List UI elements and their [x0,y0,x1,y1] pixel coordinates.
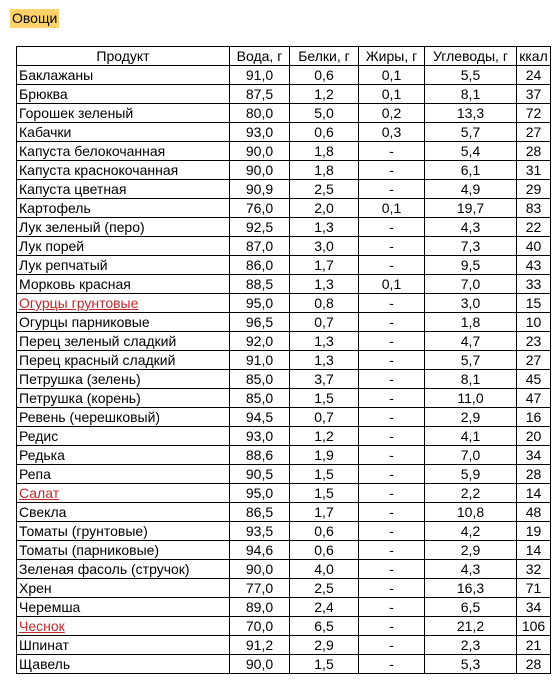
cell-product: Репа [17,465,230,484]
cell-protein: 1,5 [290,465,359,484]
cell-kcal: 28 [517,465,551,484]
cell-carbs: 5,5 [425,66,517,85]
cell-product [17,484,230,503]
cell-fat: - [359,161,425,180]
cell-water: 86,0 [230,256,290,275]
cell-kcal: 72 [517,104,551,123]
column-header-water: Вода, г [230,47,290,66]
cell-water: 88,6 [230,446,290,465]
cell-water: 90,0 [230,560,290,579]
cell-water: 94,5 [230,408,290,427]
cell-carbs: 2,3 [425,636,517,655]
cell-kcal: 71 [517,579,551,598]
cell-protein: 1,8 [290,142,359,161]
cell-carbs: 19,7 [425,199,517,218]
cell-product: Шпинат [17,636,230,655]
cell-carbs: 3,0 [425,294,517,313]
cell-carbs: 7,3 [425,237,517,256]
table-row [17,104,551,123]
product-link[interactable]: Чеснок [19,618,65,634]
cell-kcal: 106 [517,617,551,636]
cell-carbs: 16,3 [425,579,517,598]
cell-protein: 1,3 [290,218,359,237]
cell-carbs: 8,1 [425,370,517,389]
cell-kcal: 48 [517,503,551,522]
cell-protein: 1,8 [290,161,359,180]
cell-fat: - [359,237,425,256]
cell-water: 90,0 [230,142,290,161]
table-row [17,256,551,275]
table-row [17,351,551,370]
cell-water: 87,5 [230,85,290,104]
cell-fat: - [359,351,425,370]
cell-kcal: 22 [517,218,551,237]
cell-product: Лук репчатый [17,256,230,275]
table-row [17,579,551,598]
cell-carbs: 4,7 [425,332,517,351]
cell-carbs: 5,4 [425,142,517,161]
cell-protein: 1,5 [290,389,359,408]
table-body [17,66,551,674]
cell-protein: 3,7 [290,370,359,389]
cell-carbs: 7,0 [425,446,517,465]
product-link[interactable]: Салат [19,485,60,501]
cell-product: Ревень (черешковый) [17,408,230,427]
cell-fat: - [359,579,425,598]
cell-carbs: 21,2 [425,617,517,636]
cell-kcal: 14 [517,484,551,503]
cell-carbs: 4,3 [425,560,517,579]
cell-protein: 0,8 [290,294,359,313]
cell-fat: - [359,655,425,674]
cell-fat: - [359,370,425,389]
cell-fat: - [359,598,425,617]
cell-protein: 3,0 [290,237,359,256]
cell-protein: 1,2 [290,85,359,104]
cell-fat: - [359,636,425,655]
cell-kcal: 23 [517,332,551,351]
cell-fat: - [359,465,425,484]
cell-kcal: 27 [517,351,551,370]
cell-kcal: 28 [517,655,551,674]
cell-carbs: 4,1 [425,427,517,446]
cell-fat: - [359,427,425,446]
cell-fat: 0,1 [359,85,425,104]
cell-carbs: 4,2 [425,522,517,541]
cell-fat: - [359,332,425,351]
cell-water: 93,0 [230,427,290,446]
cell-kcal: 15 [517,294,551,313]
cell-product: Кабачки [17,123,230,142]
cell-water: 93,0 [230,123,290,142]
cell-protein: 0,7 [290,313,359,332]
cell-kcal: 29 [517,180,551,199]
cell-product: Редис [17,427,230,446]
table-row [17,560,551,579]
cell-carbs: 13,3 [425,104,517,123]
cell-fat: 0,1 [359,66,425,85]
table-row [17,427,551,446]
cell-fat: - [359,180,425,199]
cell-kcal: 83 [517,199,551,218]
cell-product: Петрушка (корень) [17,389,230,408]
cell-product: Лук порей [17,237,230,256]
section-title-wrapper [10,9,59,28]
cell-protein: 2,5 [290,180,359,199]
cell-kcal: 19 [517,522,551,541]
table-row [17,522,551,541]
cell-protein: 0,6 [290,541,359,560]
cell-water: 77,0 [230,579,290,598]
column-header-product: Продукт [17,47,230,66]
cell-fat: 0,3 [359,123,425,142]
cell-kcal: 47 [517,389,551,408]
cell-protein: 0,6 [290,522,359,541]
cell-water: 86,5 [230,503,290,522]
cell-product: Петрушка (зелень) [17,370,230,389]
cell-carbs: 5,7 [425,123,517,142]
cell-water: 96,5 [230,313,290,332]
table-row [17,446,551,465]
cell-product: Огурцы парниковые [17,313,230,332]
cell-kcal: 43 [517,256,551,275]
cell-water: 80,0 [230,104,290,123]
table-row [17,484,551,503]
cell-product: Картофель [17,199,230,218]
cell-water: 95,0 [230,294,290,313]
cell-water: 91,0 [230,66,290,85]
cell-protein: 0,6 [290,123,359,142]
table-row [17,66,551,85]
cell-protein: 0,7 [290,408,359,427]
table-row [17,123,551,142]
cell-water: 89,0 [230,598,290,617]
cell-protein: 1,2 [290,427,359,446]
cell-protein: 2,5 [290,579,359,598]
cell-fat: - [359,294,425,313]
table-row [17,370,551,389]
cell-water: 87,0 [230,237,290,256]
table-row [17,313,551,332]
cell-product: Черемша [17,598,230,617]
cell-product: Щавель [17,655,230,674]
table-row [17,598,551,617]
table-row [17,503,551,522]
cell-carbs: 5,3 [425,655,517,674]
cell-protein: 2,9 [290,636,359,655]
cell-protein: 1,9 [290,446,359,465]
cell-water: 90,9 [230,180,290,199]
table-row [17,218,551,237]
cell-fat: 0,2 [359,104,425,123]
cell-kcal: 10 [517,313,551,332]
cell-protein: 2,4 [290,598,359,617]
cell-protein: 1,7 [290,256,359,275]
cell-protein: 1,7 [290,503,359,522]
cell-water: 76,0 [230,199,290,218]
cell-product: Хрен [17,579,230,598]
cell-product: Зеленая фасоль (стручок) [17,560,230,579]
column-header-kcal: ккал [517,47,551,66]
cell-protein: 6,5 [290,617,359,636]
cell-product: Перец зеленый сладкий [17,332,230,351]
column-header-protein: Белки, г [290,47,359,66]
cell-fat: - [359,522,425,541]
column-header-carbs: Углеводы, г [425,47,517,66]
cell-water: 90,0 [230,161,290,180]
cell-protein: 1,3 [290,351,359,370]
cell-water: 93,5 [230,522,290,541]
table-row [17,655,551,674]
cell-kcal: 34 [517,446,551,465]
cell-fat: - [359,313,425,332]
cell-protein: 5,0 [290,104,359,123]
cell-carbs: 10,8 [425,503,517,522]
nutrition-table [16,46,551,674]
cell-product: Капуста белокочанная [17,142,230,161]
cell-carbs: 4,3 [425,218,517,237]
cell-product: Лук зеленый (перо) [17,218,230,237]
cell-product: Свекла [17,503,230,522]
cell-water: 95,0 [230,484,290,503]
cell-carbs: 9,5 [425,256,517,275]
cell-fat: - [359,560,425,579]
cell-fat: - [359,389,425,408]
table-header-row [17,47,551,66]
cell-carbs: 2,9 [425,541,517,560]
cell-kcal: 37 [517,85,551,104]
cell-carbs: 4,9 [425,180,517,199]
table-row [17,294,551,313]
cell-product: Томаты (грунтовые) [17,522,230,541]
table-row [17,617,551,636]
table-row [17,389,551,408]
cell-kcal: 21 [517,636,551,655]
cell-water: 90,5 [230,465,290,484]
cell-product: Редька [17,446,230,465]
cell-carbs: 2,9 [425,408,517,427]
cell-product: Капуста цветная [17,180,230,199]
cell-protein: 1,5 [290,655,359,674]
cell-fat: - [359,256,425,275]
cell-protein: 1,3 [290,332,359,351]
cell-kcal: 45 [517,370,551,389]
cell-water: 91,0 [230,351,290,370]
cell-protein: 1,3 [290,275,359,294]
cell-carbs: 6,1 [425,161,517,180]
table-row [17,465,551,484]
cell-water: 88,5 [230,275,290,294]
cell-fat: - [359,446,425,465]
cell-kcal: 14 [517,541,551,560]
table-row [17,199,551,218]
cell-product: Брюква [17,85,230,104]
cell-product: Баклажаны [17,66,230,85]
table-row [17,85,551,104]
table-row [17,161,551,180]
cell-protein: 2,0 [290,199,359,218]
cell-carbs: 6,5 [425,598,517,617]
cell-kcal: 16 [517,408,551,427]
cell-water: 92,0 [230,332,290,351]
section-title: Овощи [12,10,58,26]
table-row [17,180,551,199]
cell-carbs: 11,0 [425,389,517,408]
product-link[interactable]: Огурцы грунтовые [19,295,139,311]
cell-fat: - [359,408,425,427]
table-row [17,237,551,256]
cell-product: Капуста краснокочанная [17,161,230,180]
cell-fat: - [359,541,425,560]
cell-product: Томаты (парниковые) [17,541,230,560]
cell-water: 90,0 [230,655,290,674]
cell-kcal: 27 [517,123,551,142]
cell-kcal: 33 [517,275,551,294]
cell-kcal: 28 [517,142,551,161]
cell-carbs: 5,9 [425,465,517,484]
cell-product [17,294,230,313]
table-row [17,142,551,161]
cell-water: 94,6 [230,541,290,560]
column-header-fat: Жиры, г [359,47,425,66]
cell-carbs: 1,8 [425,313,517,332]
cell-kcal: 24 [517,66,551,85]
cell-protein: 1,5 [290,484,359,503]
table-row [17,332,551,351]
cell-kcal: 34 [517,598,551,617]
cell-carbs: 2,2 [425,484,517,503]
cell-water: 91,2 [230,636,290,655]
cell-kcal: 40 [517,237,551,256]
table-row [17,408,551,427]
cell-protein: 0,6 [290,66,359,85]
cell-water: 92,5 [230,218,290,237]
cell-fat: - [359,218,425,237]
cell-kcal: 20 [517,427,551,446]
cell-fat: 0,1 [359,275,425,294]
cell-fat: - [359,503,425,522]
cell-product: Морковь красная [17,275,230,294]
table-row [17,636,551,655]
cell-water: 70,0 [230,617,290,636]
cell-carbs: 5,7 [425,351,517,370]
cell-product: Перец красный сладкий [17,351,230,370]
cell-product: Горошек зеленый [17,104,230,123]
cell-product [17,617,230,636]
cell-protein: 4,0 [290,560,359,579]
table-row [17,541,551,560]
cell-fat: - [359,617,425,636]
table-row [17,275,551,294]
cell-carbs: 7,0 [425,275,517,294]
cell-water: 85,0 [230,389,290,408]
cell-fat: 0,1 [359,199,425,218]
cell-fat: - [359,484,425,503]
cell-kcal: 31 [517,161,551,180]
cell-kcal: 32 [517,560,551,579]
cell-fat: - [359,142,425,161]
cell-carbs: 8,1 [425,85,517,104]
cell-water: 85,0 [230,370,290,389]
